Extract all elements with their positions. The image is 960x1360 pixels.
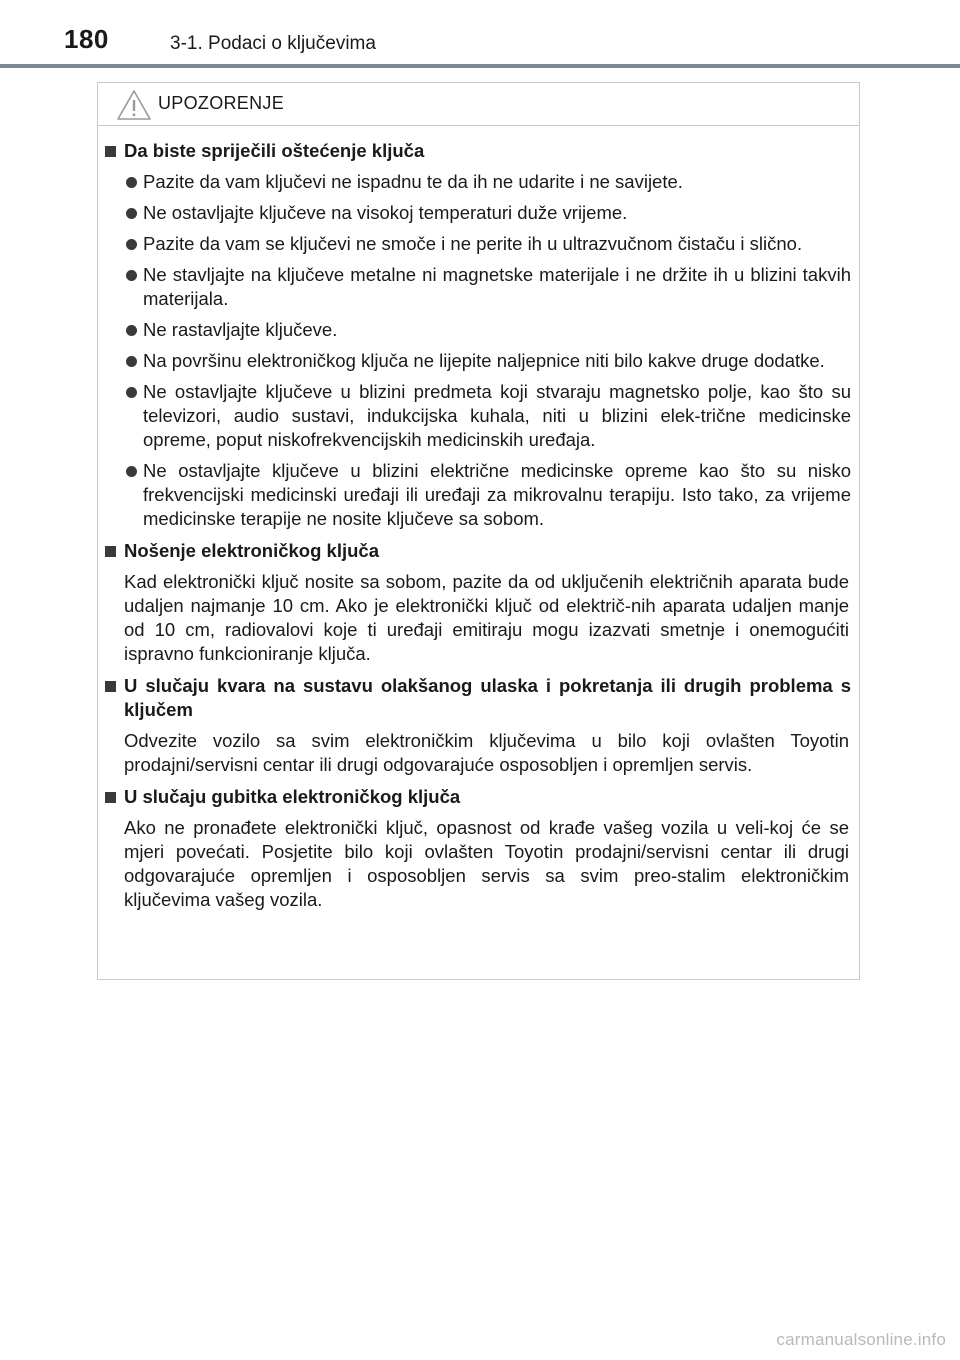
square-bullet-icon: [105, 792, 116, 803]
section-heading: [98, 139, 851, 163]
section-paragraph: Odvezite vozilo sa svim elektroničkim ključevima u bilo koji ovlašten Toyotin prodajni/servisni centar ili drugi odgovarajuće osposobljen i opremljen servis.: [124, 730, 849, 775]
warning-body: [98, 139, 859, 912]
warning-box: [97, 82, 860, 980]
list-item-text: Pazite da vam se ključevi ne smoče i ne perite ih u ultrazvučnom čistaču i slično.: [143, 233, 803, 254]
list-item: [98, 201, 851, 225]
list-item: [98, 318, 851, 342]
dot-bullet-icon: [126, 270, 137, 281]
dot-bullet-icon: [126, 466, 137, 477]
warning-title: UPOZORENJE: [158, 93, 285, 113]
list-item: [98, 232, 851, 256]
section-paragraph: Ako ne pronađete elektronički ključ, opasnost od krađe vašeg vozila u veli-koj će se mjeri povećati. Posjetite bilo koji ovlašten Toyotin prodajni/servisni centar ili drugi odgovarajuće opremljen i osposobljen servis sa svim preo-stalim elektroničkim ključevima vašeg vozila.: [124, 817, 849, 910]
dot-bullet-icon: [126, 177, 137, 188]
dot-bullet-icon: [126, 239, 137, 250]
list-item: [98, 380, 851, 452]
list-item-text: Ne ostavljajte ključeve u blizini električne medicinske opreme kao što su nisko frekvencijski medicinski uređaji ili uređaji za mikrovalnu terapiju. Isto tako, za vrijeme medicinske terapije ne nosite ključeve sa sobom.: [143, 460, 851, 529]
dot-bullet-icon: [126, 387, 137, 398]
list-item: [98, 459, 851, 531]
square-bullet-icon: [105, 546, 116, 557]
section-heading: [98, 539, 851, 563]
list-item: [98, 170, 851, 194]
section-heading-text: U slučaju gubitka elektroničkog ključa: [124, 786, 461, 807]
dot-bullet-icon: [126, 208, 137, 219]
square-bullet-icon: [105, 681, 116, 692]
section-heading-text: Nošenje elektroničkog ključa: [124, 540, 379, 561]
dot-bullet-icon: [126, 325, 137, 336]
warning-header: [98, 83, 859, 126]
list-item-text: Pazite da vam ključevi ne ispadnu te da ih ne udarite i ne savijete.: [143, 171, 683, 192]
warning-triangle-icon: [116, 89, 152, 121]
section-heading: [98, 785, 851, 809]
list-item-text: Ne rastavljajte ključeve.: [143, 319, 338, 340]
section-paragraph: Kad elektronički ključ nosite sa sobom, pazite da od uključenih električnih aparata bude udaljen najmanje 10 cm. Ako je elektronički ključ od električ-nih aparata udaljen manje od 10 cm, radiovalovi koje ti uređaji emitiraju mogu izazvati smetnje i onemogućiti ispravno funkcioniranje ključa.: [124, 571, 849, 664]
square-bullet-icon: [105, 146, 116, 157]
dot-bullet-icon: [126, 356, 137, 367]
section-heading: [98, 674, 851, 722]
watermark: carmanualsonline.info: [776, 1330, 946, 1349]
section-title: 3-1. Podaci o ključevima: [170, 33, 376, 54]
list-item-text: Na površinu elektroničkog ključa ne lijepite naljepnice niti bilo kakve druge dodatke.: [143, 350, 825, 371]
header-rule: [0, 64, 960, 68]
page-header: [0, 0, 960, 68]
page-number: 180: [64, 24, 109, 54]
list-item: [98, 349, 851, 373]
list-item-text: Ne stavljajte na ključeve metalne ni magnetske materijale i ne držite ih u blizini takvih materijala.: [143, 264, 851, 309]
list-item: [98, 263, 851, 311]
list-item-text: Ne ostavljajte ključeve u blizini predmeta koji stvaraju magnetsko polje, kao što su televizori, audio sustavi, indukcijska kuhala, niti u blizini elek-trične medicinske opreme, poput niskofrekvencijskih medicinskih uređaja.: [143, 381, 851, 450]
section-heading-text: Da biste spriječili oštećenje ključa: [124, 140, 425, 161]
list-item-text: Ne ostavljajte ključeve na visokoj temperaturi duže vrijeme.: [143, 202, 628, 223]
section-heading-text: U slučaju kvara na sustavu olakšanog ulaska i pokretanja ili drugih problema s ključem: [124, 675, 851, 720]
